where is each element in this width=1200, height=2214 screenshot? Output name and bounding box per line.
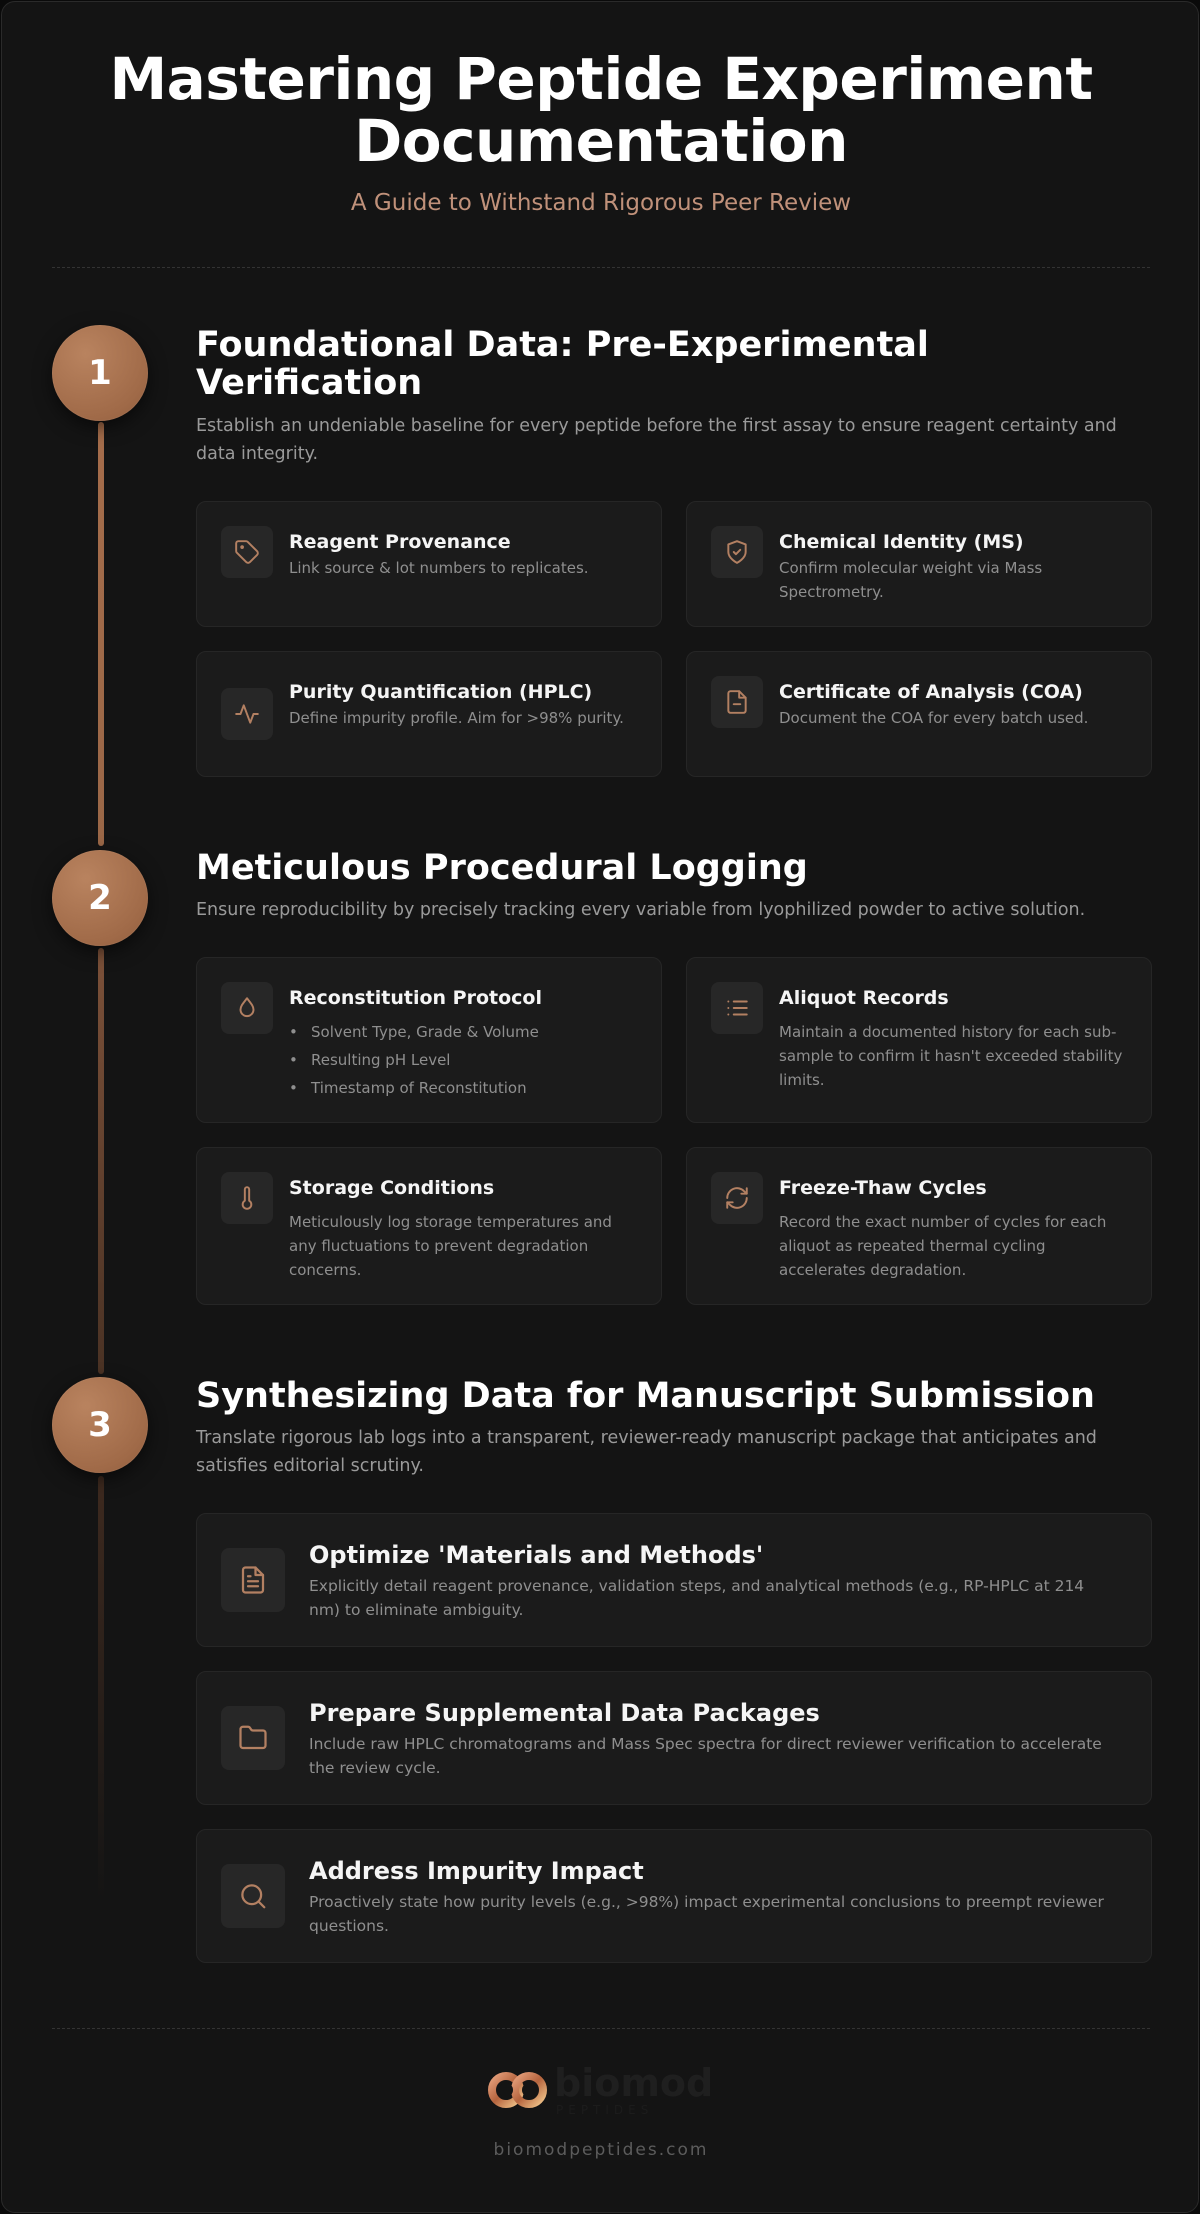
timeline-line-1 <box>98 422 104 846</box>
thermometer-icon <box>221 1172 273 1224</box>
droplet-icon <box>221 982 273 1034</box>
card-supplemental-data <box>196 1671 1152 1805</box>
card-title: Address Impurity Impact <box>309 1857 644 1885</box>
brand-logo <box>488 2058 718 2124</box>
card-impurity-impact <box>196 1829 1152 1963</box>
card-description: Maintain a documented history for each sub-sample to confirm it hasn't exceeded stability limits. <box>779 1023 1123 1089</box>
card-title: Freeze-Thaw Cycles <box>779 1177 987 1199</box>
card-purity-quantification <box>196 651 662 777</box>
search-icon <box>221 1864 285 1928</box>
card-title: Reagent Provenance <box>289 531 511 553</box>
card-description: Record the exact number of cycles for each aliquot as repeated thermal cycling accelerates degradation. <box>779 1213 1107 1279</box>
step-number-1: 1 <box>52 325 148 421</box>
page-title: Mastering Peptide Experiment Documentation <box>109 45 1093 175</box>
card-storage-conditions <box>196 1147 662 1305</box>
card-certificate-of-analysis <box>686 651 1152 777</box>
timeline-line-3 <box>98 1476 104 1902</box>
document-icon <box>221 1548 285 1612</box>
footer-divider <box>52 2028 1150 2029</box>
section-title-1: Foundational Data: Pre-Experimental Verification <box>196 325 929 403</box>
card-title: Prepare Supplemental Data Packages <box>309 1699 820 1727</box>
card-description: Link source & lot numbers to replicates. <box>289 559 589 577</box>
section-description-3: Translate rigorous lab logs into a transparent, reviewer-ready manuscript package that anticipates and satisfies editorial scrutiny. <box>196 1428 1097 1476</box>
card-description: Include raw HPLC chromatograms and Mass Spec spectra for direct reviewer verification to accelerate the review cycle. <box>309 1735 1102 1777</box>
section-description-2: Ensure reproducibility by precisely tracking every variable from lyophilized powder to active solution. <box>196 900 1086 920</box>
list-item: • Resulting pH Level <box>289 1046 641 1074</box>
card-description: Proactively state how purity levels (e.g., >98%) impact experimental conclusions to preempt reviewer questions. <box>309 1893 1104 1935</box>
file-icon <box>711 676 763 728</box>
folder-icon <box>221 1706 285 1770</box>
card-title: Optimize 'Materials and Methods' <box>309 1541 764 1569</box>
card-title: Purity Quantification (HPLC) <box>289 681 593 703</box>
card-reagent-provenance <box>196 501 662 627</box>
list-icon <box>711 982 763 1034</box>
card-reconstitution-protocol <box>196 957 662 1123</box>
card-freeze-thaw-cycles <box>686 1147 1152 1305</box>
card-title: Aliquot Records <box>779 987 949 1009</box>
timeline-line-2 <box>98 948 104 1374</box>
section-title-3: Synthesizing Data for Manuscript Submission <box>196 1376 1095 1416</box>
tag-icon <box>221 526 273 578</box>
activity-icon <box>221 688 273 740</box>
card-title: Certificate of Analysis (COA) <box>779 681 1083 703</box>
card-description: Define impurity profile. Aim for >98% purity. <box>289 709 624 727</box>
step-number-3: 3 <box>52 1377 148 1473</box>
refresh-icon <box>711 1172 763 1224</box>
logo-wordmark: biomod <box>554 2061 714 2105</box>
card-chemical-identity <box>686 501 1152 627</box>
list-item: • Timestamp of Reconstitution <box>289 1074 641 1102</box>
card-title: Chemical Identity (MS) <box>779 531 1024 553</box>
list-item: • Solvent Type, Grade & Volume <box>289 1018 641 1046</box>
logo-tagline: PEPTIDES <box>556 2103 654 2117</box>
step-number-2: 2 <box>52 850 148 946</box>
infographic-page <box>1 1 1199 2213</box>
section-title-2: Meticulous Procedural Logging <box>196 848 808 888</box>
header-divider <box>52 267 1150 268</box>
card-description: Meticulously log storage temperatures and any fluctuations to prevent degradation concerns. <box>289 1213 612 1279</box>
page-subtitle: A Guide to Withstand Rigorous Peer Review <box>350 190 852 216</box>
card-aliquot-records <box>686 957 1152 1123</box>
section-description-1: Establish an undeniable baseline for every peptide before the first assay to ensure reagent certainty and data integrity. <box>196 416 1117 464</box>
shield-check-icon <box>711 526 763 578</box>
card-description: Explicitly detail reagent provenance, validation steps, and analytical methods (e.g., RP-HPLC at 214 nm) to eliminate ambiguity. <box>309 1577 1085 1619</box>
footer-url[interactable]: biomodpeptides.com <box>493 2140 709 2160</box>
card-description: Document the COA for every batch used. <box>779 709 1089 727</box>
card-description: Confirm molecular weight via Mass Spectrometry. <box>779 559 1043 601</box>
card-title: Reconstitution Protocol <box>289 987 542 1009</box>
reconstitution-list <box>289 1018 641 1102</box>
card-title: Storage Conditions <box>289 1177 495 1199</box>
card-materials-and-methods <box>196 1513 1152 1647</box>
